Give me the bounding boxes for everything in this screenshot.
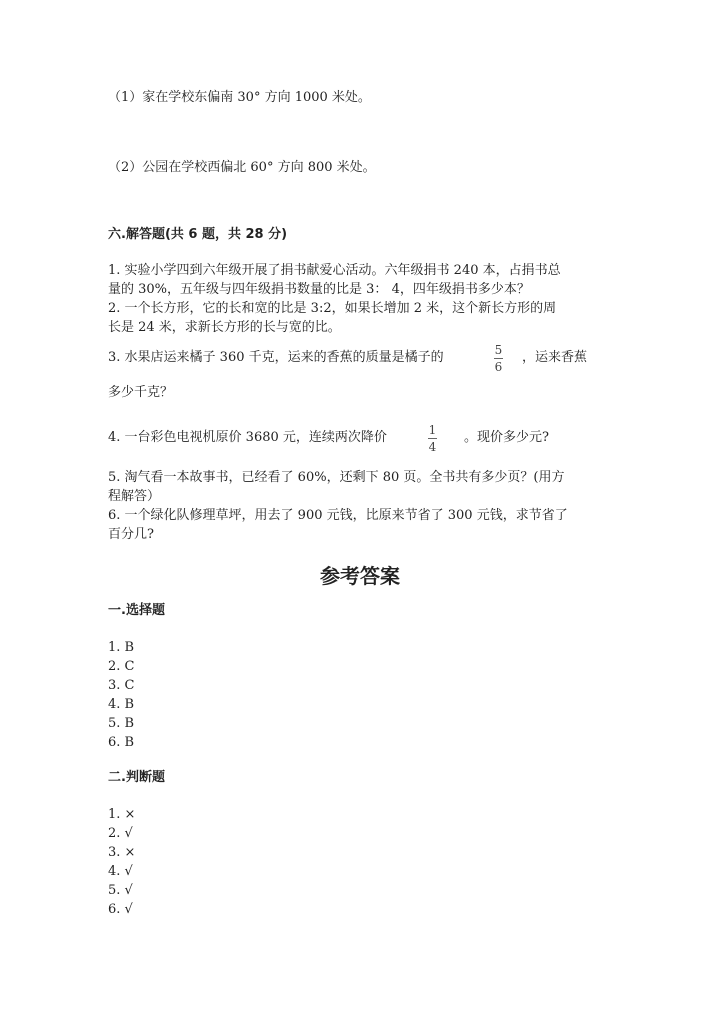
- answers-section-1-heading: 一.选择题: [108, 603, 165, 618]
- sub-item-1: （1）家在学校东偏南 30° 方向 1000 米处。: [108, 90, 371, 105]
- answer-item: 4. √: [108, 864, 133, 879]
- denominator: 6: [494, 360, 503, 374]
- question-4: 4. 一台彩色电视机原价 3680 元，连续两次降价: [108, 430, 387, 445]
- question-3-line-1: 3. 水果店运来橘子 360 千克，运来的香蕉的质量是橘子的: [108, 350, 444, 365]
- answer-item: 1. B: [108, 640, 135, 655]
- question-3-after: ，运来香蕉: [522, 350, 588, 365]
- answer-item: 2. C: [108, 659, 135, 674]
- fraction-1-4: [428, 423, 437, 454]
- answer-item: 3. C: [108, 678, 135, 693]
- answer-item: 6. √: [108, 902, 133, 917]
- fraction-5-6: [494, 343, 503, 374]
- section-6-heading: 六.解答题(共 6 题，共 28 分): [108, 227, 288, 242]
- answers-section-2-heading: 二.判断题: [108, 770, 165, 785]
- denominator: 4: [428, 440, 437, 454]
- question-3-line-2: 多少千克？: [108, 385, 174, 400]
- sub-item-2: （2）公园在学校西偏北 60° 方向 800 米处。: [108, 160, 376, 175]
- numerator: 1: [428, 423, 437, 437]
- question-5-line-1: 5. 淘气看一本故事书，已经看了 60%，还剩下 80 页。全书共有多少页？(用方: [108, 470, 565, 485]
- numerator: 5: [494, 343, 503, 357]
- question-1-line-2: 量的 30%，五年级与四年级捐书数量的比是 3： 4，四年级捐书多少本？: [108, 282, 530, 297]
- answer-item: 1. ×: [108, 807, 136, 822]
- question-4-after: 。现价多少元?: [464, 430, 549, 445]
- question-2-line-2: 长是 24 米，求新长方形的长与宽的比。: [108, 320, 341, 335]
- question-1-line-1: 1. 实验小学四到六年级开展了捐书献爱心活动。六年级捐书 240 本，占捐书总: [108, 263, 561, 278]
- answer-item: 5. √: [108, 883, 133, 898]
- answer-item: 3. ×: [108, 845, 136, 860]
- question-2-line-1: 2. 一个长方形，它的长和宽的比是 3:2，如果长增加 2 米，这个新长方形的周: [108, 301, 557, 316]
- answers-title: 参考答案: [320, 564, 400, 588]
- question-5-line-2: 程解答）: [108, 489, 161, 504]
- question-6-line-1: 6. 一个绿化队修理草坪，用去了 900 元钱，比原来节省了 300 元钱，求节省了: [108, 508, 568, 523]
- answer-item: 4. B: [108, 697, 135, 712]
- answer-item: 5. B: [108, 716, 135, 731]
- answer-item: 2. √: [108, 826, 133, 841]
- question-6-line-2: 百分几?: [108, 527, 154, 542]
- answer-item: 6. B: [108, 735, 135, 750]
